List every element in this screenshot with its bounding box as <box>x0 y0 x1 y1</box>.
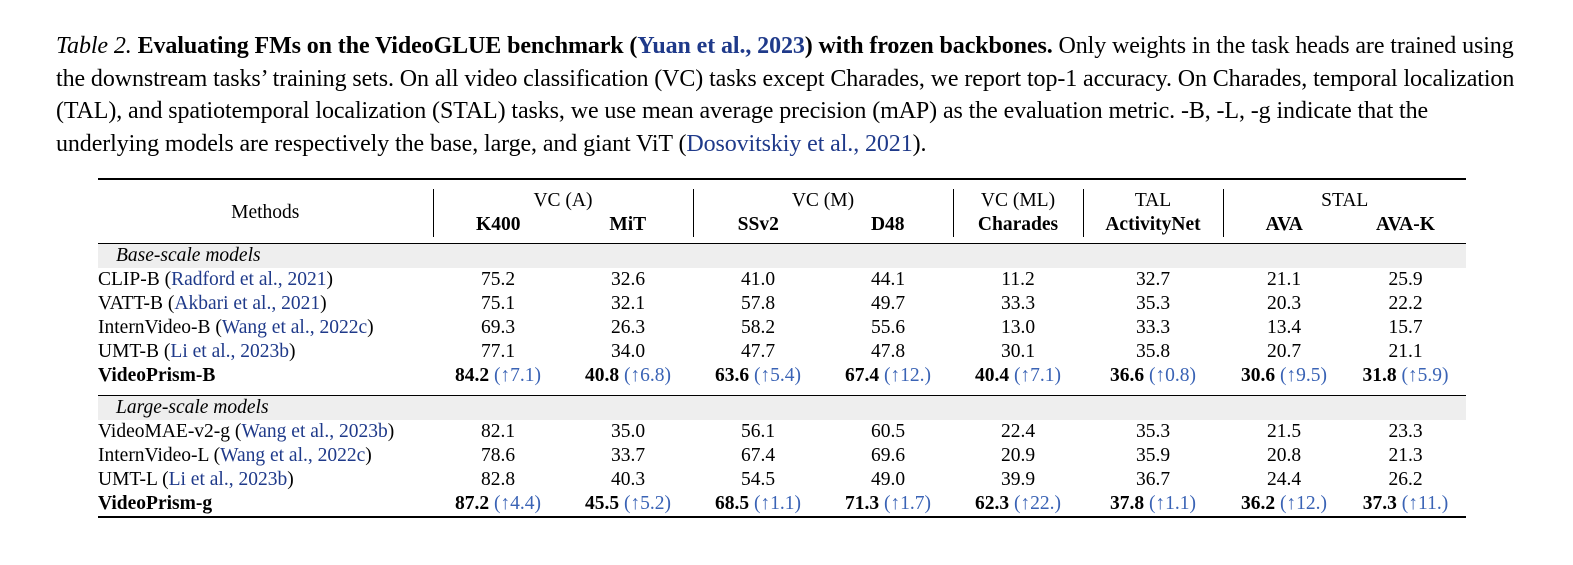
value-cell: 30.1 <box>1000 340 1036 362</box>
value-cell: 13.4 <box>1266 316 1302 338</box>
column-header: D48 <box>870 214 905 235</box>
value-cell: 41.0 <box>740 268 776 290</box>
citation-link[interactable]: Li et al., 2023b <box>170 340 290 362</box>
citation-link[interactable]: Wang et al., 2022c <box>221 316 368 338</box>
caption-title-text: Evaluating FMs on the VideoGLUE benchmark ( <box>137 33 638 59</box>
value-cell-best <box>563 492 693 517</box>
value-cell: 78.6 <box>480 444 516 466</box>
column-header: MiT <box>609 214 647 235</box>
method-name: CLIP-B ( <box>98 268 172 290</box>
method-cell <box>98 268 433 292</box>
spacer-cell <box>98 388 1466 396</box>
best-value: 87.2 <box>454 492 490 514</box>
method-cell <box>98 468 433 492</box>
value-cell: 25.9 <box>1388 268 1423 290</box>
value-cell: 20.9 <box>1000 444 1036 466</box>
method-name-ours: VideoPrism-g <box>98 492 213 514</box>
section-title: Base-scale models <box>98 243 1466 268</box>
group-header: TAL <box>1083 189 1223 213</box>
best-value: 84.2 <box>454 364 490 386</box>
gain-value: (↑1.1) <box>1148 492 1197 514</box>
value-cell: 21.5 <box>1266 420 1302 442</box>
caption-body: Only weights in the task heads are trained using the downstream tasks’ training sets. On all video classification (VC) tasks except Charades, we report top-1 accuracy. On Charades, temporal localization (TAL), and spatiotemporal localization (STAL) tasks, we use mean average precision (mAP) as the evaluation metric. -B, -L, -g indicate that the underlying models are respectively the base, large, and giant ViT ( <box>56 33 1515 157</box>
group-header: STAL <box>1223 189 1466 213</box>
value-cell: 23.3 <box>1388 420 1423 442</box>
value-cell: 47.7 <box>740 340 776 362</box>
table-row <box>98 316 1466 340</box>
highlight-row <box>98 364 1466 388</box>
gain-value: (↑12.) <box>1279 492 1328 514</box>
value-cell: 20.7 <box>1266 340 1302 362</box>
value-cell: 33.3 <box>1000 292 1036 314</box>
table-body <box>98 243 1466 517</box>
gain-value: (↑12.) <box>883 364 932 386</box>
results-table-wrapper <box>98 178 1466 518</box>
gain-value: (↑1.7) <box>883 492 932 514</box>
best-value: 37.8 <box>1109 492 1145 514</box>
citation-link[interactable]: Wang et al., 2023b <box>241 420 388 442</box>
value-cell: 32.7 <box>1135 268 1171 290</box>
value-cell: 82.8 <box>480 468 516 490</box>
value-cell: 44.1 <box>870 268 906 290</box>
value-cell: 35.3 <box>1135 292 1171 314</box>
column-header: ActivityNet <box>1083 213 1223 237</box>
value-cell-best <box>563 364 693 388</box>
value-cell-best <box>693 364 823 388</box>
best-value: 68.5 <box>714 492 750 514</box>
value-cell: 35.3 <box>1135 420 1171 442</box>
method-cell <box>98 444 433 468</box>
value-cell: 54.5 <box>740 468 776 490</box>
value-cell: 67.4 <box>740 444 776 466</box>
method-name: VideoMAE-v2-g ( <box>98 420 242 442</box>
methods-header: Methods <box>231 202 300 223</box>
value-cell: 75.2 <box>480 268 516 290</box>
method-cell <box>98 340 433 364</box>
gain-value: (↑4.4) <box>493 492 542 514</box>
best-value: 45.5 <box>584 492 620 514</box>
value-cell-best <box>953 492 1083 517</box>
table-row <box>98 468 1466 492</box>
value-cell-best <box>1345 492 1466 517</box>
value-cell: 34.0 <box>610 340 646 362</box>
best-value: 40.8 <box>584 364 620 386</box>
group-header: VC (ML) <box>953 189 1083 213</box>
value-cell: 57.8 <box>740 292 776 314</box>
value-cell: 22.4 <box>1000 420 1036 442</box>
group-header: VC (M) <box>693 189 953 213</box>
method-name-close: ) <box>367 316 374 338</box>
gain-value: (↑1.1) <box>753 492 802 514</box>
section-header-row <box>98 395 1466 420</box>
table-row <box>98 444 1466 468</box>
citation-link[interactable]: Akbari et al., 2021 <box>174 292 321 314</box>
value-cell-best <box>1083 364 1223 388</box>
value-cell: 35.9 <box>1135 444 1171 466</box>
value-cell: 49.7 <box>870 292 906 314</box>
citation-link[interactable]: Wang et al., 2022c <box>220 444 366 466</box>
value-cell: 75.1 <box>480 292 516 314</box>
value-cell: 21.1 <box>1388 340 1423 362</box>
gain-value: (↑5.2) <box>623 492 672 514</box>
table-caption <box>56 30 1516 160</box>
value-cell-best <box>823 492 953 517</box>
value-cell-best <box>953 364 1083 388</box>
value-cell: 56.1 <box>740 420 776 442</box>
value-cell: 13.0 <box>1000 316 1036 338</box>
value-cell: 36.7 <box>1135 468 1171 490</box>
best-value: 71.3 <box>844 492 880 514</box>
value-cell-best <box>1223 364 1345 388</box>
method-name-close: ) <box>287 468 294 490</box>
value-cell: 39.9 <box>1000 468 1036 490</box>
best-value: 62.3 <box>974 492 1010 514</box>
results-table <box>98 178 1466 518</box>
value-cell: 33.7 <box>610 444 646 466</box>
gain-value: (↑11.) <box>1401 492 1449 514</box>
gain-value: (↑7.1) <box>1013 364 1062 386</box>
value-cell: 20.3 <box>1266 292 1302 314</box>
best-value: 36.2 <box>1240 492 1276 514</box>
caption-label: Table 2. <box>56 33 132 59</box>
best-value: 67.4 <box>844 364 880 386</box>
value-cell-best <box>693 492 823 517</box>
method-name: InternVideo-L ( <box>98 444 221 466</box>
value-cell: 21.3 <box>1388 444 1423 466</box>
value-cell: 26.2 <box>1388 468 1423 490</box>
table-row <box>98 268 1466 292</box>
citation-link[interactable]: Radford et al., 2021 <box>171 268 327 290</box>
caption-title <box>138 33 1053 59</box>
group-header: VC (A) <box>433 189 693 213</box>
value-cell-best <box>433 364 563 388</box>
value-cell: 20.8 <box>1266 444 1302 466</box>
value-cell: 55.6 <box>870 316 906 338</box>
value-cell: 35.0 <box>610 420 646 442</box>
gain-value: (↑5.9) <box>1401 364 1449 386</box>
caption-title-text-end: ) with frozen backbones. <box>804 33 1053 59</box>
method-name-close: ) <box>387 420 395 442</box>
method-name-close: ) <box>326 268 334 290</box>
method-name-ours: VideoPrism-B <box>98 364 216 386</box>
value-cell-best <box>1345 364 1466 388</box>
method-name: UMT-B ( <box>98 340 171 362</box>
value-cell-best <box>1223 492 1345 517</box>
gain-value: (↑5.4) <box>753 364 802 386</box>
best-value: 40.4 <box>974 364 1010 386</box>
value-cell: 69.6 <box>870 444 906 466</box>
column-header: K400 <box>433 213 563 237</box>
value-cell: 21.1 <box>1266 268 1302 290</box>
best-value: 36.6 <box>1109 364 1145 386</box>
section-header-row <box>98 243 1466 268</box>
method-name: InternVideo-B ( <box>98 316 222 338</box>
value-cell: 58.2 <box>740 316 776 338</box>
method-name-close: ) <box>320 292 327 314</box>
value-cell-best <box>433 492 563 517</box>
method-name: VATT-B ( <box>98 292 175 314</box>
column-header: Charades <box>953 213 1083 237</box>
section-title: Large-scale models <box>98 395 1466 420</box>
table-row <box>98 420 1466 444</box>
best-value: 37.3 <box>1362 492 1397 514</box>
value-cell: 11.2 <box>1001 268 1035 290</box>
value-cell: 60.5 <box>870 420 906 442</box>
method-cell <box>98 292 433 316</box>
value-cell: 40.3 <box>610 468 646 490</box>
method-name: UMT-L ( <box>98 468 169 490</box>
best-value: 63.6 <box>714 364 750 386</box>
column-header: SSv2 <box>693 213 823 237</box>
method-name-close: ) <box>365 444 372 466</box>
value-cell: 22.2 <box>1388 292 1423 314</box>
citation-link[interactable]: Li et al., 2023b <box>168 468 288 490</box>
value-cell-best <box>823 364 953 388</box>
value-cell: 15.7 <box>1388 316 1423 338</box>
method-cell <box>98 316 433 340</box>
value-cell: 69.3 <box>480 316 516 338</box>
gain-value: (↑9.5) <box>1279 364 1328 386</box>
citation-link[interactable]: Yuan et al., 2023 <box>637 33 805 59</box>
section-spacer <box>98 388 1466 396</box>
method-cell <box>98 420 433 444</box>
best-value: 31.8 <box>1362 364 1397 386</box>
method-name-close: ) <box>289 340 296 362</box>
column-header: AVA-K <box>1376 214 1435 235</box>
highlight-row <box>98 492 1466 517</box>
table-row <box>98 292 1466 316</box>
gain-value: (↑22.) <box>1013 492 1062 514</box>
gain-value: (↑6.8) <box>623 364 672 386</box>
table-row <box>98 340 1466 364</box>
best-value: 30.6 <box>1240 364 1276 386</box>
gain-value: (↑0.8) <box>1148 364 1197 386</box>
column-header: AVA <box>1223 213 1345 237</box>
caption-body-end: ). <box>912 130 927 157</box>
value-cell: 32.1 <box>610 292 646 314</box>
value-cell: 26.3 <box>610 316 646 338</box>
value-cell: 33.3 <box>1135 316 1171 338</box>
value-cell: 24.4 <box>1266 468 1302 490</box>
gain-value: (↑7.1) <box>493 364 542 386</box>
table-header <box>98 179 1466 243</box>
citation-link[interactable]: Dosovitskiy et al., 2021 <box>686 130 913 157</box>
value-cell: 49.0 <box>870 468 906 490</box>
value-cell: 82.1 <box>480 420 516 442</box>
value-cell: 35.8 <box>1135 340 1171 362</box>
value-cell: 32.6 <box>610 268 646 290</box>
value-cell: 77.1 <box>480 340 516 362</box>
value-cell: 47.8 <box>870 340 906 362</box>
value-cell-best <box>1083 492 1223 517</box>
